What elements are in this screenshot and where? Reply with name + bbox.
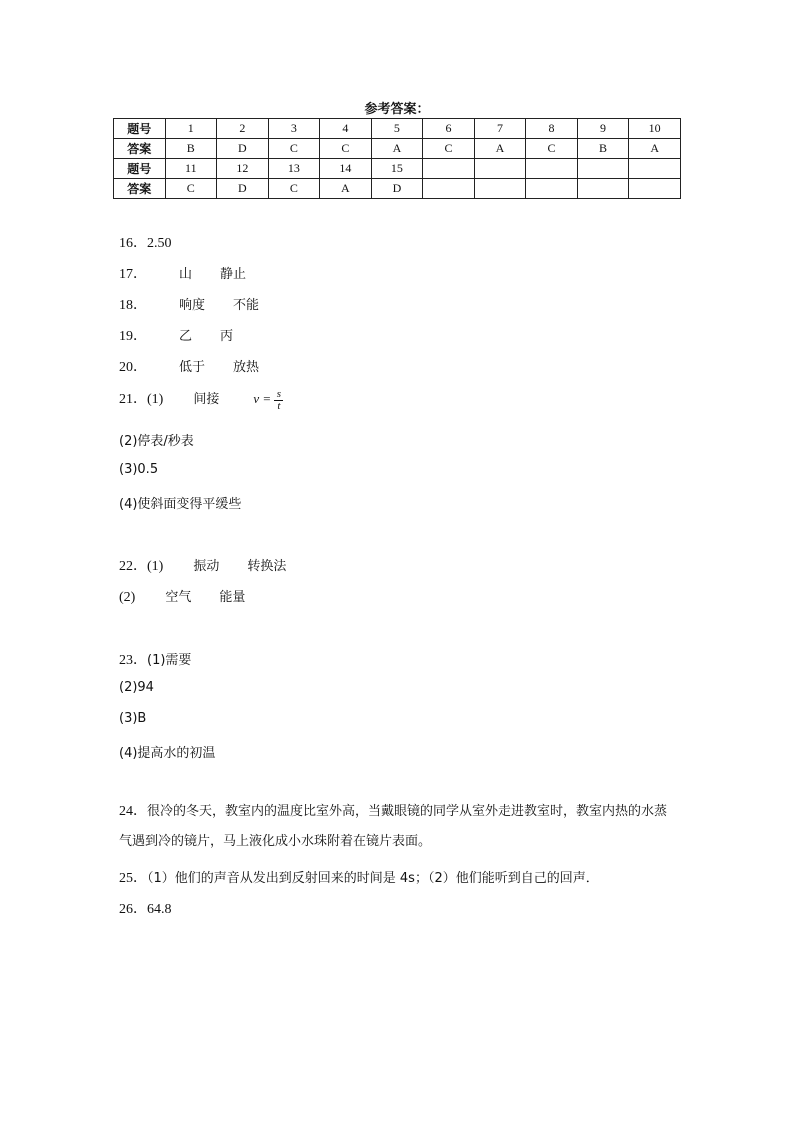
table-cell: B bbox=[165, 139, 217, 159]
table-cell: A bbox=[474, 139, 526, 159]
table-cell bbox=[526, 179, 578, 199]
table-cell: 4 bbox=[320, 119, 372, 139]
answer-21: 21．(1) 间接 v = $\frac{s}{t}$ bbox=[119, 388, 283, 412]
table-cell: 12 bbox=[217, 159, 269, 179]
answer-21-part4: (4)使斜面变得平缓些 bbox=[119, 497, 242, 512]
table-cell: C bbox=[268, 179, 320, 199]
table-cell: 8 bbox=[526, 119, 578, 139]
answer-23-part3: (3)B bbox=[119, 711, 147, 726]
table-cell: 6 bbox=[423, 119, 475, 139]
table-cell bbox=[474, 159, 526, 179]
velocity-formula: v = $\frac{s}{t}$ bbox=[253, 391, 283, 406]
table-cell: C bbox=[423, 139, 475, 159]
answer-table bbox=[113, 118, 681, 199]
answer-23-part2: (2)94 bbox=[119, 680, 154, 695]
table-cell: D bbox=[217, 139, 269, 159]
table-cell: 14 bbox=[320, 159, 372, 179]
table-cell bbox=[629, 179, 681, 199]
answer-24: 24．很冷的冬天，教室内的温度比室外高，当戴眼镜的同学从室外走进教室时，教室内热的水蒸气遇到冷的镜片，马上液化成小水珠附着在镜片表面。 bbox=[119, 804, 668, 849]
table-cell bbox=[526, 159, 578, 179]
answer-25: 25．（1）他们的声音从发出到反射回来的时间是 4s；（2）他们能听到自己的回声． bbox=[119, 871, 599, 886]
page-title: 参考答案： bbox=[364, 102, 430, 117]
table-cell: C bbox=[165, 179, 217, 199]
row-header-cell: 题号 bbox=[114, 119, 166, 139]
table-row bbox=[114, 179, 681, 199]
answer-19: 19． 乙 丙 bbox=[119, 329, 234, 344]
table-cell: C bbox=[526, 139, 578, 159]
answer-21-part3: (3)0.5 bbox=[119, 462, 159, 477]
answer-26: 26．64.8 bbox=[119, 902, 172, 917]
table-cell: B bbox=[577, 139, 629, 159]
table-cell: 3 bbox=[268, 119, 320, 139]
table-cell: C bbox=[268, 139, 320, 159]
answer-16: 16．2.50 bbox=[119, 236, 172, 251]
table-cell bbox=[423, 179, 475, 199]
table-cell: 9 bbox=[577, 119, 629, 139]
answer-20: 20． 低于 放热 bbox=[119, 360, 260, 375]
table-cell: 5 bbox=[371, 119, 423, 139]
answer-17: 17． 山 静止 bbox=[119, 267, 247, 282]
answer-23-part4: (4)提高水的初温 bbox=[119, 746, 216, 761]
table-cell bbox=[629, 159, 681, 179]
table-cell: A bbox=[371, 139, 423, 159]
table-row bbox=[114, 139, 681, 159]
row-header-cell: 答案 bbox=[114, 179, 166, 199]
table-row bbox=[114, 159, 681, 179]
table-cell bbox=[423, 159, 475, 179]
table-cell: 15 bbox=[371, 159, 423, 179]
table-cell: 7 bbox=[474, 119, 526, 139]
table-cell: 13 bbox=[268, 159, 320, 179]
row-header-cell: 答案 bbox=[114, 139, 166, 159]
table-cell: D bbox=[371, 179, 423, 199]
table-cell: 2 bbox=[217, 119, 269, 139]
answer-22: 22．(1) 振动 转换法 bbox=[119, 559, 287, 574]
answer-23: 23．(1)需要 bbox=[119, 653, 192, 668]
table-cell: A bbox=[320, 179, 372, 199]
table-cell bbox=[577, 159, 629, 179]
table-cell: C bbox=[320, 139, 372, 159]
answer-21-part2: (2)停表/秒表 bbox=[119, 434, 194, 449]
table-cell: 10 bbox=[629, 119, 681, 139]
table-cell: 1 bbox=[165, 119, 217, 139]
table-cell: 11 bbox=[165, 159, 217, 179]
table-cell: D bbox=[217, 179, 269, 199]
table-row bbox=[114, 119, 681, 139]
row-header-cell: 题号 bbox=[114, 159, 166, 179]
answer-22-part2: (2) 空气 能量 bbox=[119, 590, 246, 605]
table-cell bbox=[577, 179, 629, 199]
answer-18: 18． 响度 不能 bbox=[119, 298, 260, 313]
table-cell: A bbox=[629, 139, 681, 159]
table-cell bbox=[474, 179, 526, 199]
